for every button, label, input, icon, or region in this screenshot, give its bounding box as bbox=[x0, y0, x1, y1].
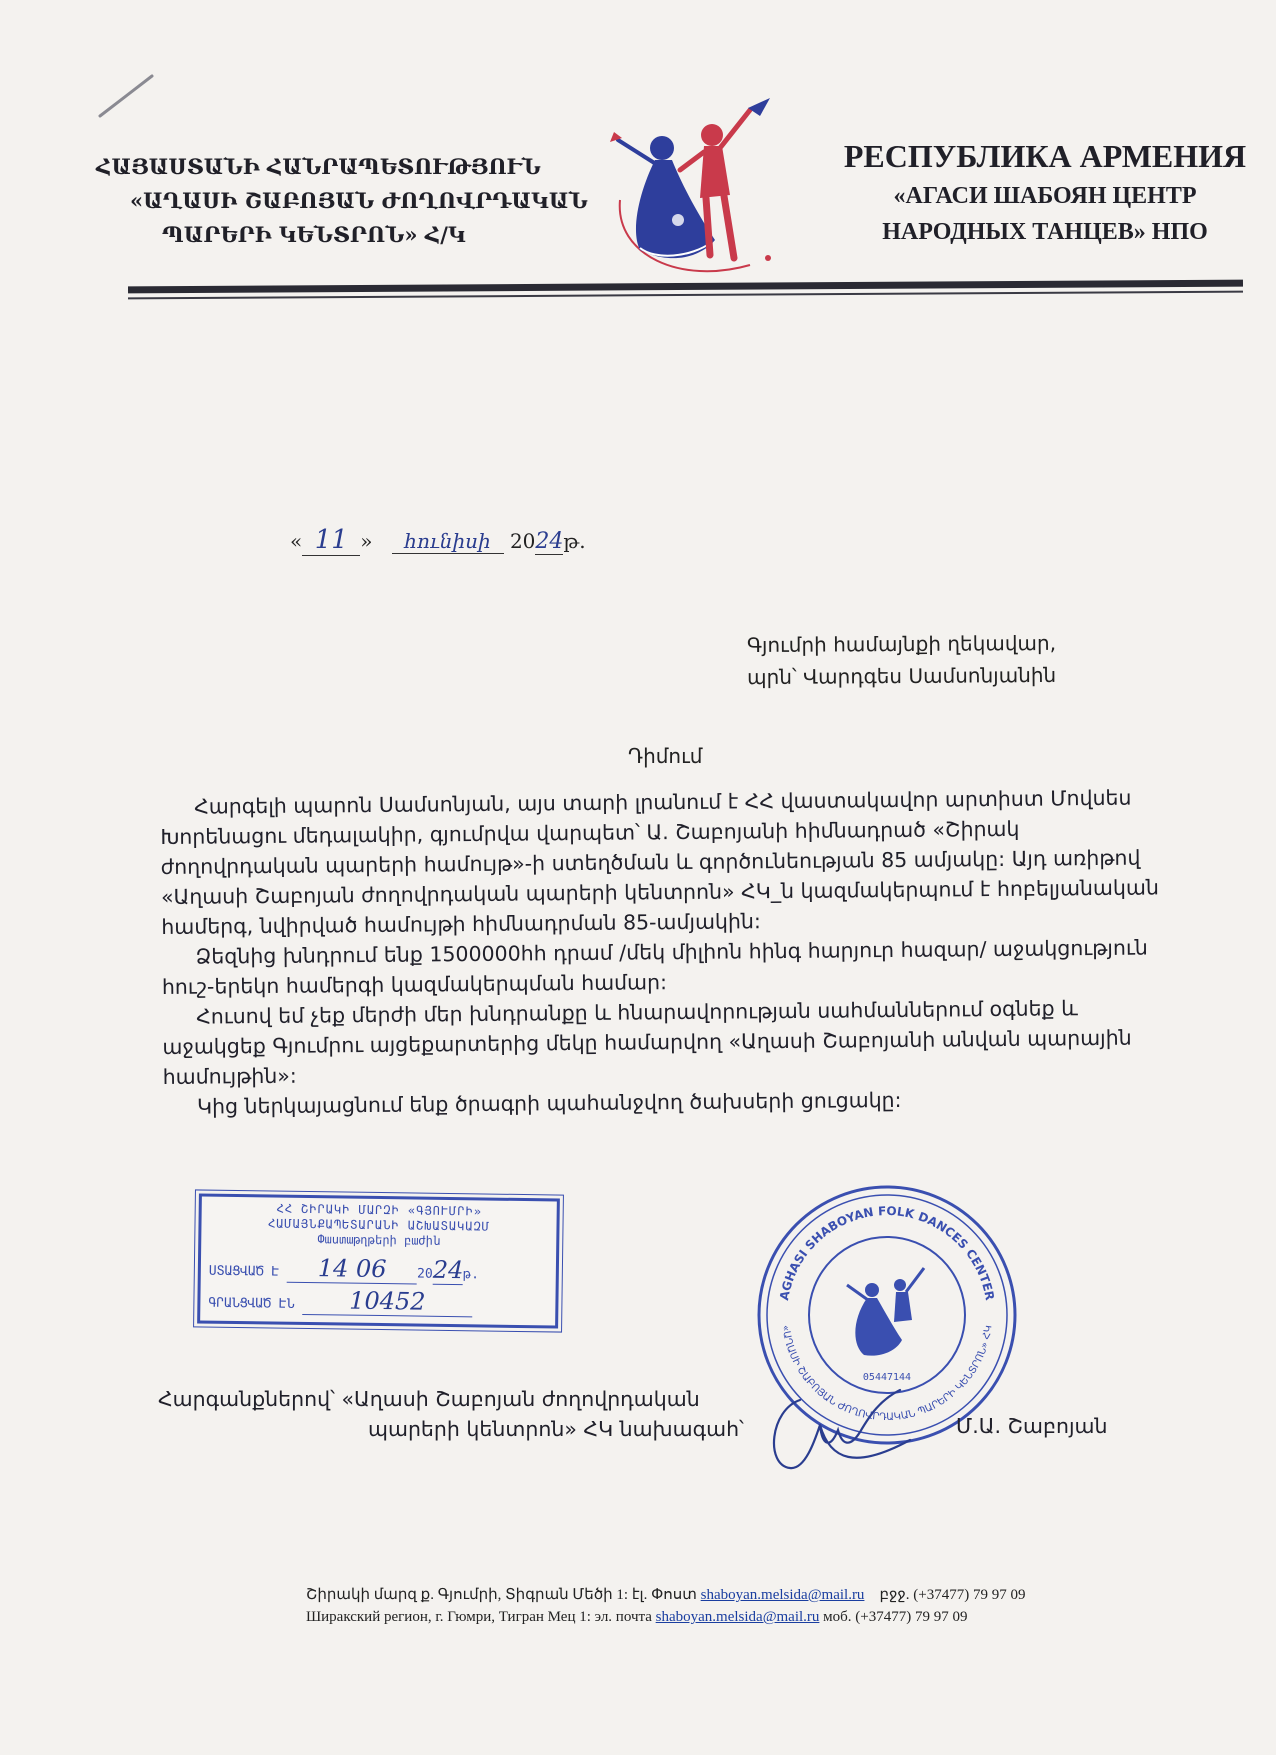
addressee-line2: պրն՝ Վարդգես Սամսոնյանին bbox=[747, 662, 1057, 690]
body-line: «Աղասի Շաբոյան ժողովրդական պարերի կենտրոն» ՀԿ_ն կազմակերպում է հոբելյանական bbox=[160, 875, 1160, 909]
footer-email-link[interactable]: shaboyan.melsida@mail.ru bbox=[700, 1587, 865, 1603]
round-stamp-text-hy: «ԱՂԱՍԻ ՇԱԲՈՅԱՆ ԺՈՂՈՎՐԴԱԿԱՆ ՊԱՐԵՐԻ ԿԵՆՏՐՈՆ» ՀԿ bbox=[779, 1324, 995, 1424]
signature-line2: պարերի կենտրոն» ՀԿ նախագահ՝ bbox=[368, 1417, 744, 1441]
signature-block bbox=[158, 1384, 744, 1444]
date-day: 11 bbox=[314, 525, 348, 555]
reg-received-label: ՍՏԱՑՎԱԾ Է bbox=[208, 1263, 280, 1280]
body-line: համույթին»: bbox=[162, 1063, 297, 1089]
footer-phone-hy: բջջ. (+37477) 79 97 09 bbox=[879, 1587, 1026, 1603]
body-line: Ձեզնից խնդրում ենք 1500000հհ դրամ /մեկ միլիոն հինգ հարյուր հազար/ աջակցություն bbox=[195, 935, 1148, 969]
body-line: աջակցեք Գյումրու այցեքարտերից մեկը համարվող «Աղասի Շաբոյանի անվան պարային bbox=[162, 1025, 1132, 1059]
document-title: Դիմում bbox=[628, 744, 703, 768]
addressee-block bbox=[747, 627, 1057, 693]
round-stamp-text-en: AGHASI SHABOYAN FOLK DANCES CENTER bbox=[777, 1203, 997, 1302]
letterhead-left-line2: «ԱՂԱՍԻ ՇԱԲՈՅԱՆ ԺՈՂՈՎՐԴԱԿԱՆ bbox=[130, 188, 588, 213]
signatory-name: Մ.Ա. Շաբոյան bbox=[956, 1414, 1108, 1438]
body-line: հուշ-երեկո համերգի կազմակերպման համար: bbox=[161, 970, 668, 999]
letterhead-right-line2: «АГАСИ ШАБОЯН ЦЕНТР bbox=[893, 183, 1197, 209]
body-line: Խորենացու մեդալակիր, գյումրվա վարպետ՝ Ա. Շաբոյանի հիմնադրած «Շիրակ bbox=[160, 816, 1020, 849]
date-close-quote: » bbox=[360, 529, 373, 553]
handwritten-signature bbox=[760, 1370, 920, 1480]
footer-address-hy: Շիրակի մարզ ք. Գյումրի, Տիգրան Մեծի 1: էլ. Փոստ bbox=[306, 1587, 697, 1603]
body-line: ժողովրդական պարերի համույթ»-ի ստեղծման և գործունեության 85 ամյակը: Այդ առիթով bbox=[160, 845, 1141, 879]
date-month: հունիսի bbox=[404, 529, 491, 553]
letter-date bbox=[290, 525, 586, 556]
letterhead-russian bbox=[825, 134, 1265, 250]
reg-number: 10452 bbox=[302, 1286, 472, 1317]
round-stamp-code: 05447144 bbox=[862, 1372, 912, 1383]
footer-phone-ru: моб. (+37477) 79 97 09 bbox=[823, 1609, 968, 1625]
reg-stamp-header3: Փաստաթղթերի բաժին bbox=[317, 1232, 441, 1248]
dancers-logo bbox=[600, 80, 800, 290]
paper-clip-mark bbox=[96, 70, 156, 120]
reg-received-year-mark: թ. bbox=[463, 1267, 480, 1283]
body-line: Կից ներկայացնում ենք ծրագրի պահանջվող ծախսերի ցուցակը: bbox=[196, 1087, 902, 1119]
footer-contacts bbox=[306, 1584, 1025, 1628]
reg-stamp-header1: ՀՀ ՇԻՐԱԿԻ ՄԱՐԶԻ «ԳՅՈՒՄՐԻ» bbox=[276, 1201, 483, 1219]
reg-stamp-header2: ՀԱՄԱՅՆՔԱՊԵՏԱՐԱՆԻ ԱՇԽԱՏԱԿԱԶՄ bbox=[267, 1216, 491, 1234]
date-year: 24 bbox=[535, 529, 564, 554]
letter-body bbox=[160, 782, 1173, 1122]
footer-line-armenian bbox=[306, 1584, 1025, 1606]
date-open-quote: « bbox=[290, 529, 303, 553]
footer-email-link[interactable]: shaboyan.melsida@mail.ru bbox=[655, 1609, 820, 1625]
registration-stamp bbox=[197, 1193, 560, 1328]
body-line: Հարգելի պարոն Սամսոնյան, այս տարի լրանում է ՀՀ վաստակավոր արտիստ Մովսես bbox=[194, 785, 1132, 819]
body-line: համերգ, նվիրված համույթի հիմնադրման 85-ամյակին: bbox=[161, 909, 761, 939]
letterhead-left-line3: ՊԱՐԵՐԻ ԿԵՆՏՐՈՆ» Հ/Կ bbox=[162, 222, 466, 247]
reg-received-date: 14 06 bbox=[287, 1254, 417, 1285]
date-year-mark: թ. bbox=[563, 529, 586, 553]
letterhead-right-line1: РЕСПУБЛИКА АРМЕНИЯ bbox=[843, 138, 1247, 174]
svg-text:AGHASI SHABOYAN FOLK DANCES CE bbox=[777, 1204, 997, 1302]
letterhead-left-line1: ՀԱՅԱՍՏԱՆԻ ՀԱՆՐԱՊԵՏՈՒԹՅՈՒՆ bbox=[96, 154, 541, 179]
footer-line-russian bbox=[306, 1606, 1025, 1628]
letterhead-right-line3: НАРОДНЫХ ТАНЦЕВ» НПО bbox=[882, 219, 1208, 245]
footer-address-ru: Ширакский регион, г. Гюмри, Тигран Мец 1: эл. почта bbox=[306, 1609, 652, 1625]
date-year-prefix: 20 bbox=[509, 529, 536, 553]
addressee-line1: Գյումրի համայնքի ղեկավար, bbox=[746, 630, 1057, 658]
reg-number-label: ԳՐԱՆՑՎԱԾ ԷՆ bbox=[208, 1295, 295, 1312]
reg-received-year: 24 bbox=[432, 1255, 464, 1285]
signature-line1: Հարգանքներով՝ «Աղասի Շաբոյան ժողովրդական bbox=[158, 1387, 700, 1411]
body-line: Հուսով եմ չեք մերժի մեր խնդրանքը և հնարավորության սահմաններում օգնեք և bbox=[196, 996, 1078, 1029]
letterhead-armenian bbox=[80, 150, 640, 252]
reg-received-year-prefix: 20 bbox=[416, 1266, 433, 1282]
